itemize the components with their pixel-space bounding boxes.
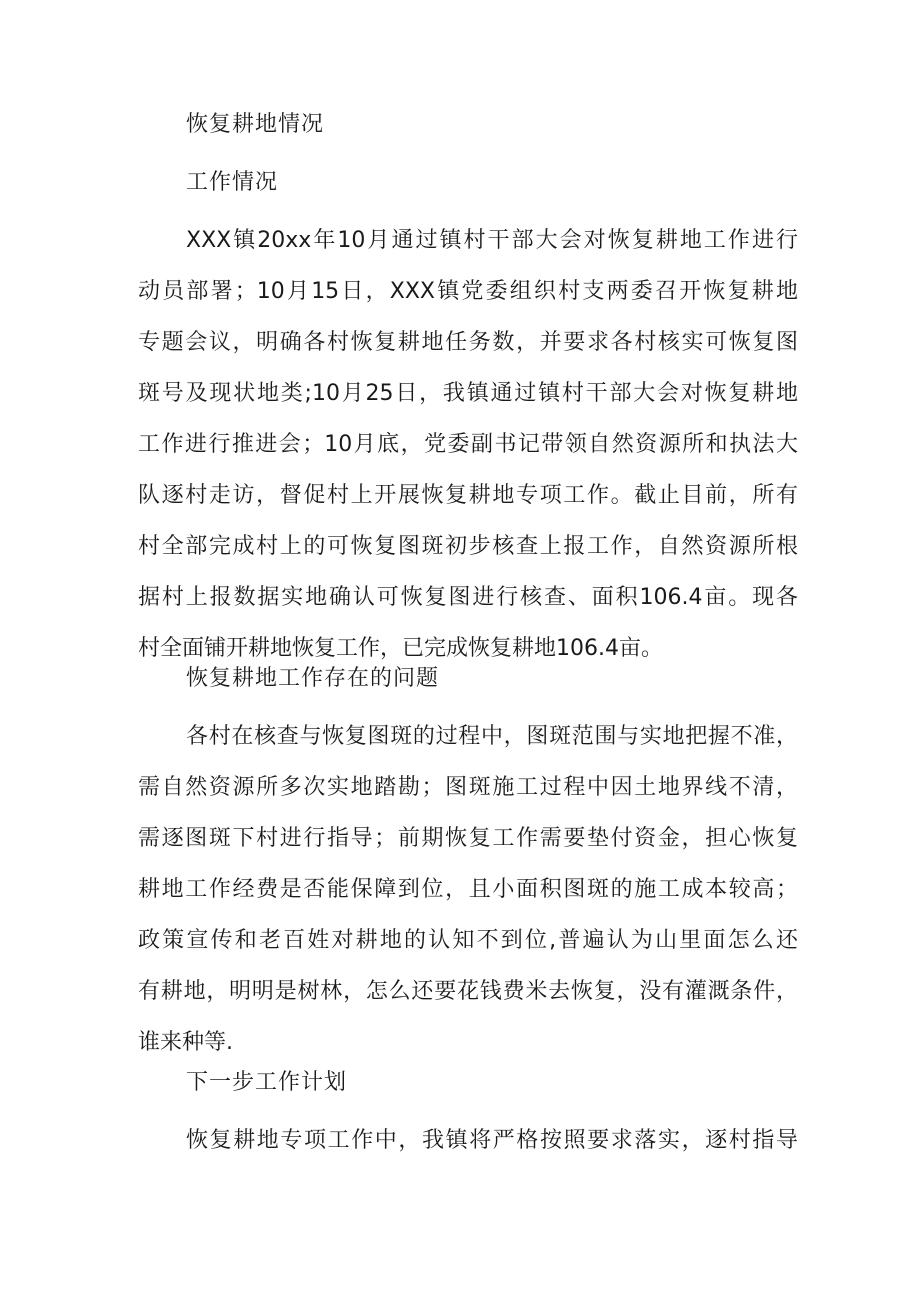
- text-line: 队逐村走访，督促村上开展恢复耕地专项工作。截止目前，所有: [138, 483, 798, 508]
- section-heading-next-steps: 下一步工作计划: [186, 1070, 348, 1095]
- text-line: 村全面铺开耕地恢复工作，已完成恢复耕地106.4亩。: [138, 636, 663, 661]
- text-line: 需逐图斑下村进行指导；前期恢复工作需要垫付资金，担心恢复: [138, 826, 798, 851]
- text-line: 据村上报数据实地确认可恢复图进行核查、面积106.4亩。现各: [138, 585, 798, 610]
- paragraph-work-status: [138, 215, 798, 674]
- text-line: 耕地工作经费是否能保障到位，且小面积图斑的施工成本较高；: [138, 877, 798, 902]
- text-line: 有耕地，明明是树林，怎么还要花钱费米去恢复，没有灌溉条件，: [138, 979, 798, 1004]
- paragraph-existing-problems: [138, 711, 798, 1068]
- text-line: 专题会议，明确各村恢复耕地任务数，并要求各村核实可恢复图: [138, 330, 798, 355]
- text-line: 恢复耕地专项工作中，我镇将严格按照要求落实，逐村指导: [186, 1128, 798, 1153]
- text-line: 谁来种等.: [138, 1030, 233, 1055]
- text-line: 村全部完成村上的可恢复图斑初步核查上报工作，自然资源所根: [138, 534, 798, 559]
- section-heading-work-status: 工作情况: [186, 170, 279, 195]
- section-heading-restore-farmland-status: 恢复耕地情况: [186, 112, 325, 137]
- text-line: XXX镇20xx年10月通过镇村干部大会对恢复耕地工作进行: [186, 228, 798, 253]
- text-line: 工作进行推进会；10月底，党委副书记带领自然资源所和执法大: [138, 432, 798, 457]
- text-line: 需自然资源所多次实地踏勘；图斑施工过程中因土地界线不清，: [138, 775, 798, 800]
- text-line: 各村在核查与恢复图斑的过程中，图斑范围与实地把握不准，: [186, 724, 798, 749]
- text-line: 政策宣传和老百姓对耕地的认知不到位,普遍认为山里面怎么还: [138, 928, 798, 953]
- section-heading-existing-problems: 恢复耕地工作存在的问题: [186, 666, 440, 691]
- text-line: 动员部署；10月15日，XXX镇党委组织村支两委召开恢复耕地: [138, 279, 798, 304]
- paragraph-next-steps: [138, 1115, 798, 1166]
- text-line: 斑号及现状地类;10月25日，我镇通过镇村干部大会对恢复耕地: [138, 381, 798, 406]
